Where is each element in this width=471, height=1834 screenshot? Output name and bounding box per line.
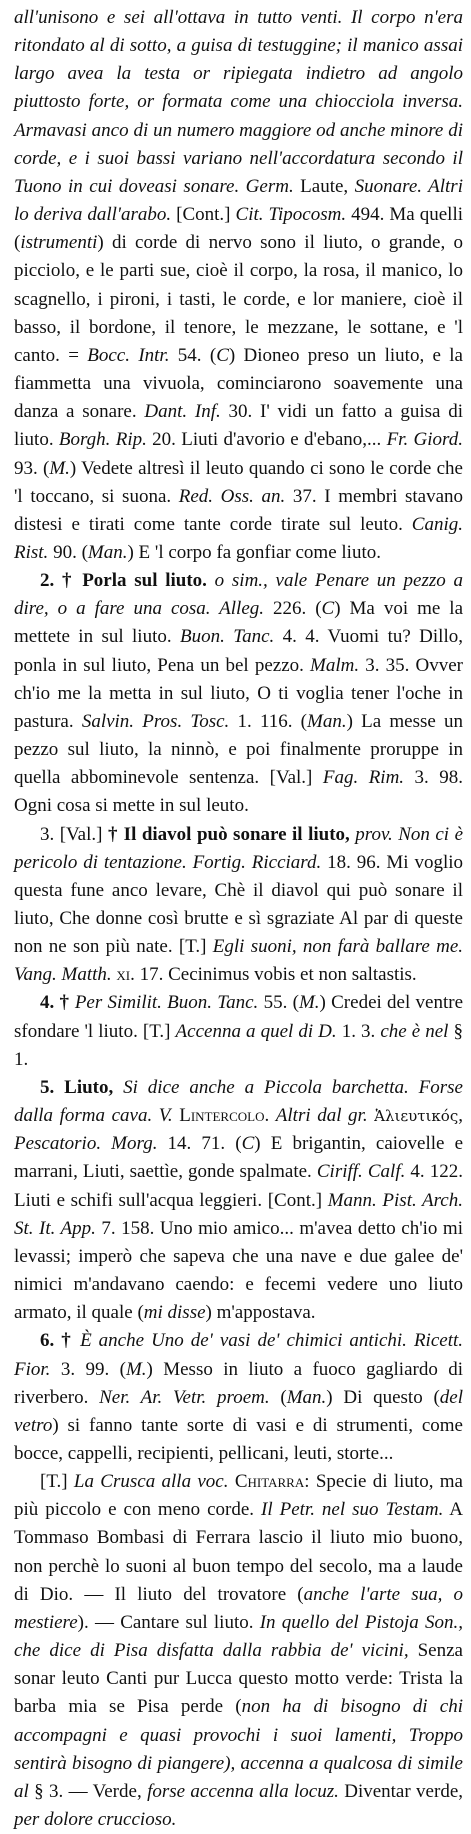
sense-run: ) Messo in liuto a fuoco gagliardo di riverbero.	[14, 1358, 464, 1408]
sense-run: § 3. — Verde,	[28, 1780, 148, 1802]
intro-run: C	[216, 344, 229, 366]
sense-6-vaso-chimici	[14, 1327, 463, 1468]
sense-run: ) E brigantin, caiovelle e marrani, Liuti, saettìe, gonde spalmate.	[14, 1133, 464, 1183]
sense-run: Buon. Tanc.	[180, 626, 275, 648]
intro-run: ) di corde di nervo sono il liuto, o grande, o picciolo, e le parti sue, cioè il corpo, la rosa, il manico, lo scagnello, i pironi, i tasti, le corde, e lor maniere, cioè il basso, il bordone, il tenore, le mezzane, le sottane, e 'l canto. =	[14, 232, 463, 366]
sense-run: M.	[298, 992, 320, 1014]
sense-run: Egli suoni, non farà ballare me. Vang. Matth.	[14, 936, 464, 986]
sense-run: ]	[164, 1020, 176, 1042]
sense-run: C	[241, 1133, 255, 1155]
sense-run: A Tommaso Bombasi di Ferrara lascio il liuto mio buono, non perchè lo suoni al buon tempo del secolo, ma a laude di Dio. — Il liuto del trovatore (	[14, 1499, 463, 1605]
intro-run: 54. (	[169, 344, 217, 366]
intro-run: Suonare. Altri lo deriva dall'arabo.	[14, 175, 463, 226]
sense-run: xi.	[116, 964, 135, 986]
sense-run: Salvin. Pros. Tosc.	[81, 710, 230, 732]
sense-run: ) Di questo (	[326, 1386, 440, 1408]
sense-run: 4. 4. Vuomi tu? Dillo, ponla in sul liuto, Pena un bel pezzo.	[14, 626, 463, 676]
sense-run: Mann. Pist. Arch. St. It. App.	[14, 1189, 463, 1239]
sense-run: 1. 116. (	[229, 710, 308, 732]
intro-run: Man.	[87, 541, 128, 563]
sense-run: In quello del Pistoja Son., che dice di Pisa disfatta dalla rabbia de' vicini,	[14, 1611, 463, 1662]
dictionary-page	[14, 4, 463, 1834]
sense-run: 5. Liuto,	[40, 1076, 114, 1098]
sense-run: T.	[185, 936, 201, 958]
sense-2-porla-sul-liuto	[14, 567, 463, 820]
intro-run: all'unisono e sei all'ottava in tutto venti. Il corpo n'era ritondato al di sotto, a guisa di testuggine; il manico assai largo avea la testa or ripiegata indietro ad angolo piuttosto forte, or formata come una chiocciola inversa. Armavasi anco di un numero maggiore od anche minore di corde, e i suoi bassi variano nell'accordatura secondo il Tuono in cui doveasi sonare. Germ.	[14, 7, 463, 197]
sense-run: Pescatorio. Morg.	[14, 1133, 158, 1155]
intro-run: Fr. Giord.	[386, 429, 463, 451]
sense-run: 6. †	[40, 1330, 81, 1352]
intro-run: Cit. Tipocosm.	[235, 204, 347, 226]
intro-run: istrumenti	[20, 232, 98, 254]
intro-run: M.	[49, 457, 70, 479]
sense-run: ,	[458, 1105, 463, 1127]
sense-run: prov. Non ci è pericolo di tentazione. Fortig. Ricciard.	[14, 823, 463, 873]
intro-run: 37. I membri stavano distesi e tirati come tante corde tirate sul leuto.	[14, 485, 464, 535]
intro-run: Canig. Rist.	[14, 513, 463, 563]
intro-run: 93. (	[14, 457, 50, 479]
sense-run: Malm.	[310, 654, 360, 676]
intro-run: 90. (	[48, 541, 88, 563]
intro-run: 494. Ma quelli (	[14, 204, 463, 254]
sense-run: M.	[125, 1358, 147, 1380]
sense-run: 3. 99. (	[50, 1358, 126, 1380]
sense-run: 17. Cecinimus vobis et non saltastis.	[134, 964, 417, 986]
sense-run: che è nel	[380, 1020, 449, 1042]
sense-run: ) m'appostava.	[205, 1302, 316, 1324]
sense-run: ]	[200, 936, 213, 958]
sense-run: Per Similit. Buon. Tanc.	[74, 992, 259, 1014]
intro-run: Laute,	[293, 175, 355, 197]
sense-run: T.	[149, 1020, 165, 1042]
intro-run: ) E 'l corpo fa gonfiar come liuto.	[127, 541, 381, 563]
sense-5-piccola-barchetta	[14, 1074, 463, 1327]
sense-run: non ha di bisogno di chi accompagni e quasi provochi i suoi lamenti, Troppo sentirà bisogno di piangere), accenna a qualcosa di simile al	[14, 1696, 463, 1802]
sense-run: Lintercolo.	[179, 1105, 270, 1127]
sense-run: 4. 122. Liuti e schifi sull'acqua leggieri. [Cont.]	[14, 1161, 463, 1211]
sense-run: o sim., vale Penare un pezzo a dire, o a fare una cosa. Alleg.	[14, 570, 463, 620]
sense-run: 1. 3.	[336, 1020, 381, 1042]
intro-run: Bocc. Intr.	[87, 344, 170, 366]
intro-run: Dant. Inf.	[144, 401, 221, 423]
sense-run: : Specie di liuto, ma più piccolo e con meno corde.	[14, 1471, 463, 1521]
sense-run: Diventar verde,	[338, 1780, 463, 1802]
sense-run: 18. 96. Mi voglio questa fune anco levare, Chè il diavol qui può sonare il liuto, Che donne così brutte e sì sgraziate Al par di queste non ne son più nate. [	[14, 851, 463, 958]
sense-run: 14. 71. (	[157, 1133, 242, 1155]
sense-run: † Il diavol può sonare il liuto,	[107, 823, 350, 845]
sense-run: 3. [Val.]	[40, 823, 108, 845]
sense-run: per dolore cruccioso.	[14, 1809, 177, 1830]
sense-run: 7. 158. Uno mio amico... m'avea detto ch'io mi levassi; imperò che sapeva che una nave e due galee de' nimici m'andavano caendo: e fecemi vedere uno liuto armato, il quale (	[14, 1217, 463, 1324]
sense-run: Il Petr. nel suo Testam.	[261, 1499, 444, 1521]
sense-run: [T.]	[40, 1471, 74, 1493]
sense-run: 3. 98. Ogni cosa si mette in sul leuto.	[14, 767, 463, 817]
sense-run: 55. (	[258, 992, 299, 1014]
intro-run: 20. Liuti d'avorio e d'ebano,...	[146, 429, 387, 451]
sense-run: È anche Uno de' vasi de' chimici antichi. Ricett. Fior.	[14, 1330, 464, 1380]
sense-run: § 1.	[14, 1020, 464, 1070]
sense-run: Man.	[286, 1386, 327, 1408]
sense-3-il-diavol-puo-sonare	[14, 821, 463, 990]
sense-run: ) si fanno tante sorte di vasi e di strumenti, come bocce, cappelli, recipienti, pellicani, leuti, storte...	[14, 1414, 463, 1464]
sense-run: mi disse	[143, 1302, 206, 1324]
sense-run: C	[321, 598, 335, 620]
intro-run: [Cont.]	[171, 204, 236, 226]
sense-run: Man.	[307, 710, 347, 732]
entry-continuation	[14, 4, 463, 567]
sense-run: ) Ma voi me la mettete in sul liuto.	[14, 598, 464, 648]
sense-run: 4. †	[40, 992, 75, 1014]
sense-run: La Crusca alla voc.	[73, 1471, 229, 1493]
sense-run: ) La messe un pezzo sul liuto, la ninnò, e poi finalmente proruppe in quella abbominevole sentenza. [Val.]	[14, 710, 463, 789]
intro-run: ) Vedete altresì il leuto quando ci sono le corde che 'l toccano, si suona.	[14, 457, 463, 507]
sense-run: ). — Cantare sul liuto.	[77, 1611, 260, 1633]
sense-t-crusca-chitarra	[14, 1468, 463, 1834]
sense-run: ) Credei del ventre sfondare 'l liuto. [	[14, 992, 464, 1042]
sense-4-per-similitudine	[14, 989, 463, 1073]
sense-run: Accenna a quel di D.	[175, 1020, 337, 1042]
sense-run: 3. 35. Ovver ch'io me la metta in sul liuto, O ti voglia tener l'oche in pastura.	[14, 654, 463, 732]
sense-run: Ner. Ar. Vetr. proem.	[99, 1386, 270, 1408]
intro-run: 30. I' vidi un fatto a guisa di liuto.	[14, 401, 464, 451]
sense-run: Altri dal gr.	[275, 1105, 368, 1127]
sense-run: (	[269, 1386, 287, 1408]
sense-run: Si dice anche a Piccola barchetta. Forse dalla forma cava. V.	[14, 1076, 463, 1127]
sense-run: del vetro	[14, 1386, 463, 1436]
sense-run: 2. † Porla sul liuto.	[40, 570, 207, 592]
sense-run: Ἁλιευτικός	[374, 1107, 459, 1126]
sense-run: anche l'arte sua, o mestiere	[14, 1583, 463, 1633]
sense-run: Ciriff. Calf.	[316, 1161, 406, 1183]
sense-run: 226. (	[264, 598, 322, 620]
sense-run: forse accenna alla locuz.	[147, 1780, 339, 1802]
sense-run: Fag. Rim.	[322, 767, 405, 789]
intro-run: Borgh. Rip.	[58, 429, 147, 451]
sense-run: Senza sonar leuto Canti pur Lucca questo motto verde: Trista la barba mia se Pisa perde (	[14, 1640, 463, 1718]
intro-run: Red. Oss. an.	[178, 485, 286, 507]
intro-run: ) Dioneo preso un liuto, e la fiammetta una vivuola, cominciarono soavemente una danza a sonare.	[14, 344, 463, 423]
sense-run: Chitarra	[234, 1471, 305, 1493]
